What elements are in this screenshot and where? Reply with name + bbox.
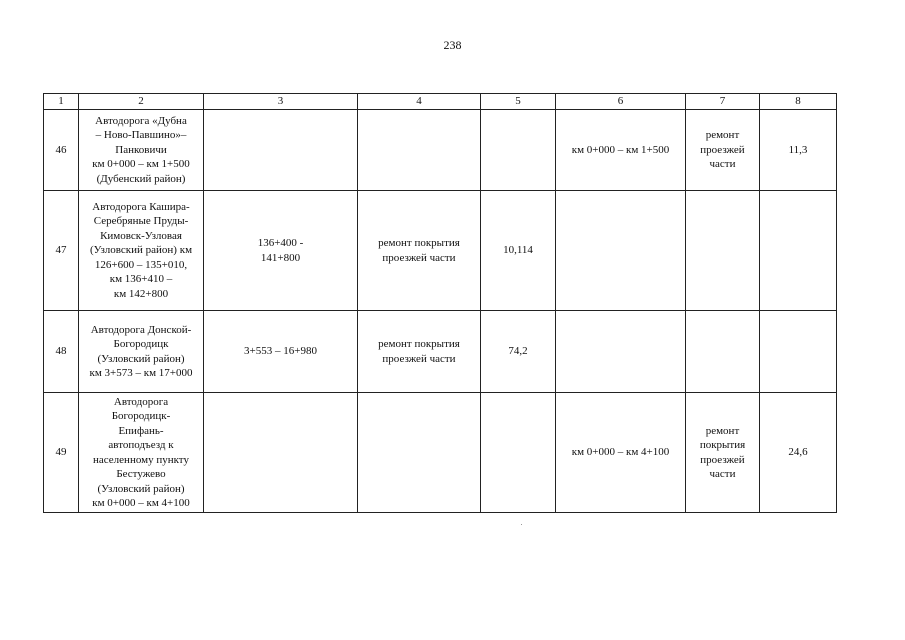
cell-road-name xyxy=(79,311,204,393)
scan-speck xyxy=(521,524,522,525)
cell-work-type-7-line: части xyxy=(709,468,736,480)
cell-road-name-line: км 136+410 – xyxy=(109,273,173,286)
cell-work-type-line: проезжей части xyxy=(382,251,456,264)
cell-number: 49 xyxy=(44,393,79,513)
header-col-2: 2 xyxy=(79,94,204,110)
header-col-4: 4 xyxy=(358,94,481,110)
cell-work-type-7-line: проезжей xyxy=(700,143,745,156)
cell-section-6-line: км 0+000 – км 4+100 xyxy=(571,446,670,459)
cell-value-8: 11,3 xyxy=(760,110,837,191)
cell-work-type-line: ремонт покрытия xyxy=(378,338,460,350)
cell-road-name-line: Кимовск-Узловая xyxy=(100,229,182,242)
cell-road-name-line: (Узловский район) км xyxy=(89,244,193,257)
cell-number: 47 xyxy=(44,191,79,311)
cell-road-name-line: Автодорога Кашира- xyxy=(92,200,190,213)
header-col-5: 5 xyxy=(481,94,556,110)
cell-road-name xyxy=(79,393,204,513)
header-col-7: 7 xyxy=(686,94,760,110)
cell-section xyxy=(204,393,358,513)
cell-section-line: 3+553 – 16+980 xyxy=(244,345,317,358)
cell-value-5: 10,114 xyxy=(481,191,556,311)
table-row xyxy=(44,110,837,191)
table-row xyxy=(44,311,837,393)
cell-work-type xyxy=(358,311,481,393)
cell-work-type-7-line: части xyxy=(709,158,736,171)
cell-road-name-line: населенному пункту xyxy=(93,453,189,466)
cell-section-line: 141+800 xyxy=(260,251,301,264)
cell-work-type-7-line: проезжей xyxy=(700,453,745,466)
cell-work-type-7 xyxy=(686,393,760,513)
cell-road-name-line: (Узловский район) xyxy=(97,482,185,495)
cell-road-name-line: автоподъезд к xyxy=(108,439,174,451)
cell-section xyxy=(204,110,358,191)
cell-section-6 xyxy=(556,110,686,191)
cell-value-8: 24,6 xyxy=(760,393,837,513)
cell-work-type-7 xyxy=(686,191,760,311)
cell-work-type xyxy=(358,110,481,191)
cell-road-name-line: (Дубенский район) xyxy=(96,172,186,185)
cell-number: 48 xyxy=(44,311,79,393)
cell-value-8 xyxy=(760,191,837,311)
header-col-1: 1 xyxy=(44,94,79,110)
cell-section-6-line: км 0+000 – км 1+500 xyxy=(571,143,670,156)
header-row xyxy=(44,94,837,110)
cell-road-name-line: Богородицк xyxy=(113,338,169,350)
header-col-8: 8 xyxy=(760,94,837,110)
cell-section-6 xyxy=(556,393,686,513)
cell-road-name-line: (Узловский район) xyxy=(97,352,185,365)
cell-road-name-line: Епифань- xyxy=(118,424,164,437)
cell-section-6 xyxy=(556,311,686,393)
table-row xyxy=(44,393,837,513)
cell-work-type-7 xyxy=(686,110,760,191)
cell-road-name-line: Автодорога «Дубна xyxy=(95,114,187,127)
cell-road-name-line: 126+600 – 135+010, xyxy=(94,258,188,271)
cell-road-name-line: Автодорога Донской- xyxy=(90,323,192,336)
page-number: 238 xyxy=(443,38,462,52)
cell-road-name-line: – Ново-Павшино»– xyxy=(95,129,187,142)
road-repair-table xyxy=(43,93,837,513)
cell-work-type xyxy=(358,393,481,513)
cell-work-type-7-line: ремонт xyxy=(705,129,740,142)
cell-section-6 xyxy=(556,191,686,311)
cell-road-name-line: км 3+573 – км 17+000 xyxy=(89,367,193,379)
header-col-3: 3 xyxy=(204,94,358,110)
cell-road-name xyxy=(79,110,204,191)
cell-road-name-line: км 0+000 – км 4+100 xyxy=(92,497,190,509)
cell-value-8 xyxy=(760,311,837,393)
cell-road-name xyxy=(79,191,204,311)
cell-road-name-line: км 142+800 xyxy=(113,287,169,300)
cell-work-type-line: проезжей части xyxy=(382,352,456,365)
header-col-6: 6 xyxy=(556,94,686,110)
cell-work-type xyxy=(358,191,481,311)
cell-section-line: 136+400 - xyxy=(257,237,304,249)
cell-value-5 xyxy=(481,393,556,513)
cell-work-type-7-line: покрытия xyxy=(699,439,746,451)
cell-road-name-line: Автодорога xyxy=(113,395,169,408)
cell-work-type-line: ремонт покрытия xyxy=(378,237,460,249)
table-body xyxy=(44,94,837,513)
cell-road-name-line: Серебряные Пруды- xyxy=(93,215,189,228)
cell-work-type-7-line: ремонт xyxy=(705,424,740,437)
cell-work-type-7 xyxy=(686,311,760,393)
cell-road-name-line: Панковичи xyxy=(115,143,167,156)
cell-road-name-line: Богородицк- xyxy=(111,410,171,422)
cell-road-name-line: Бестужево xyxy=(116,468,166,480)
cell-section xyxy=(204,191,358,311)
cell-road-name-line: км 0+000 – км 1+500 xyxy=(92,158,190,171)
cell-value-5: 74,2 xyxy=(481,311,556,393)
cell-section xyxy=(204,311,358,393)
cell-number: 46 xyxy=(44,110,79,191)
cell-value-5 xyxy=(481,110,556,191)
table-row xyxy=(44,191,837,311)
